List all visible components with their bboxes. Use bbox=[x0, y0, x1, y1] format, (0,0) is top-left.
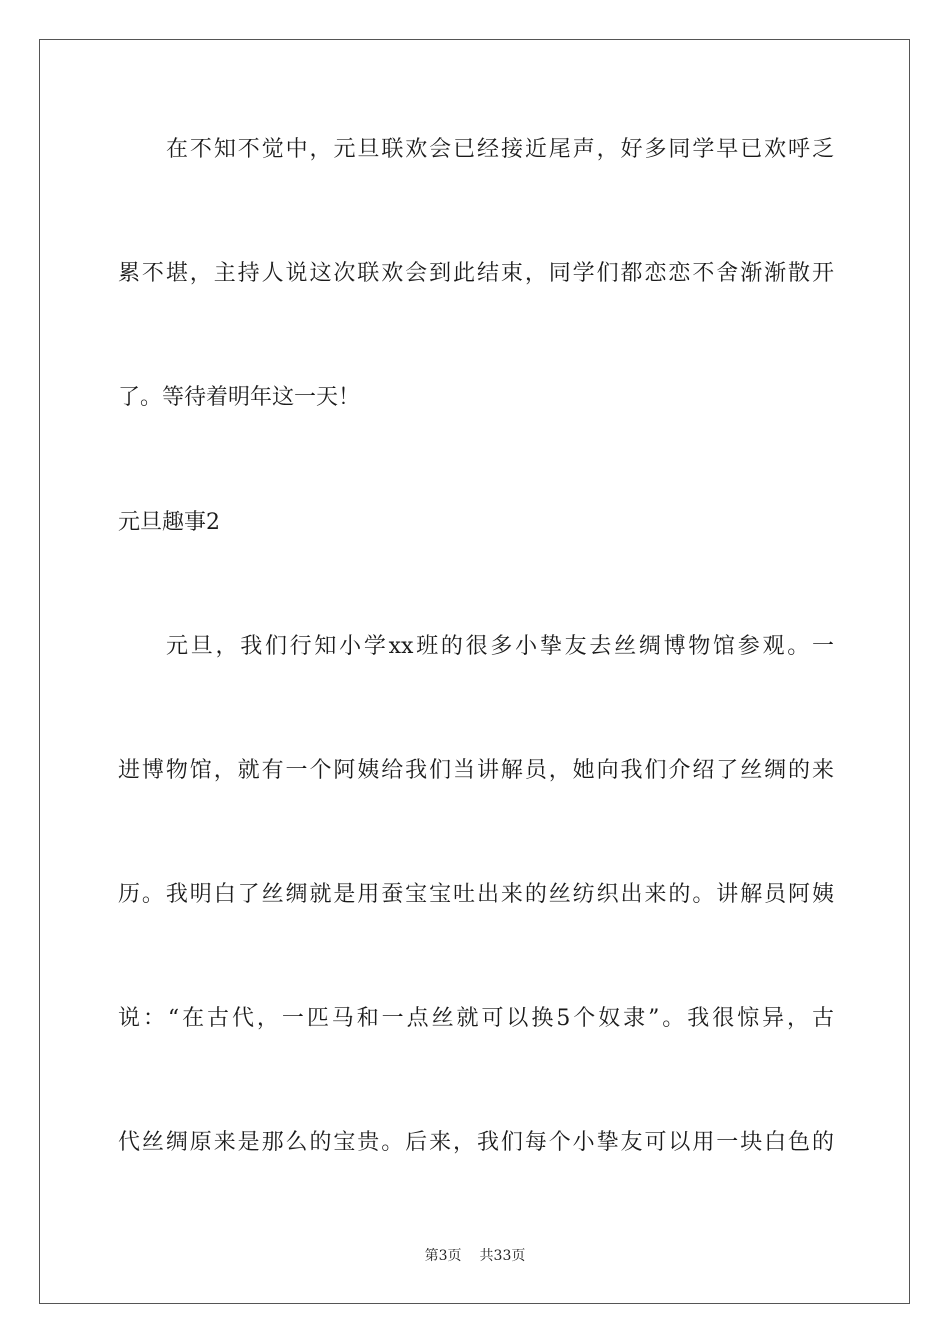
page-border bbox=[39, 39, 910, 1304]
section-heading: 元旦趣事2 bbox=[118, 510, 220, 535]
paragraph-line: 元旦，我们行知小学xx班的很多小挚友去丝绸博物馆参观。一 bbox=[166, 634, 834, 659]
paragraph-line: 进博物馆，就有一个阿姨给我们当讲解员，她向我们介绍了丝绸的来 bbox=[118, 758, 834, 783]
page-footer bbox=[0, 1246, 950, 1266]
page-number: 第3页 bbox=[424, 1248, 462, 1264]
paragraph-line: 累不堪，主持人说这次联欢会到此结束，同学们都恋恋不舍渐渐散开 bbox=[118, 261, 834, 286]
paragraph-line: 代丝绸原来是那么的宝贵。后来，我们每个小挚友可以用一块白色的 bbox=[118, 1130, 834, 1155]
paragraph-line: 了。等待着明年这一天！ bbox=[118, 385, 361, 410]
paragraph-line: 历。我明白了丝绸就是用蚕宝宝吐出来的丝纺织出来的。讲解员阿姨 bbox=[118, 882, 834, 907]
paragraph-line: 在不知不觉中，元旦联欢会已经接近尾声，好多同学早已欢呼乏 bbox=[166, 137, 834, 162]
total-pages: 共33页 bbox=[479, 1248, 526, 1264]
paragraph-line: 说：“在古代，一匹马和一点丝就可以换5个奴隶”。我很惊异，古 bbox=[118, 1006, 834, 1031]
